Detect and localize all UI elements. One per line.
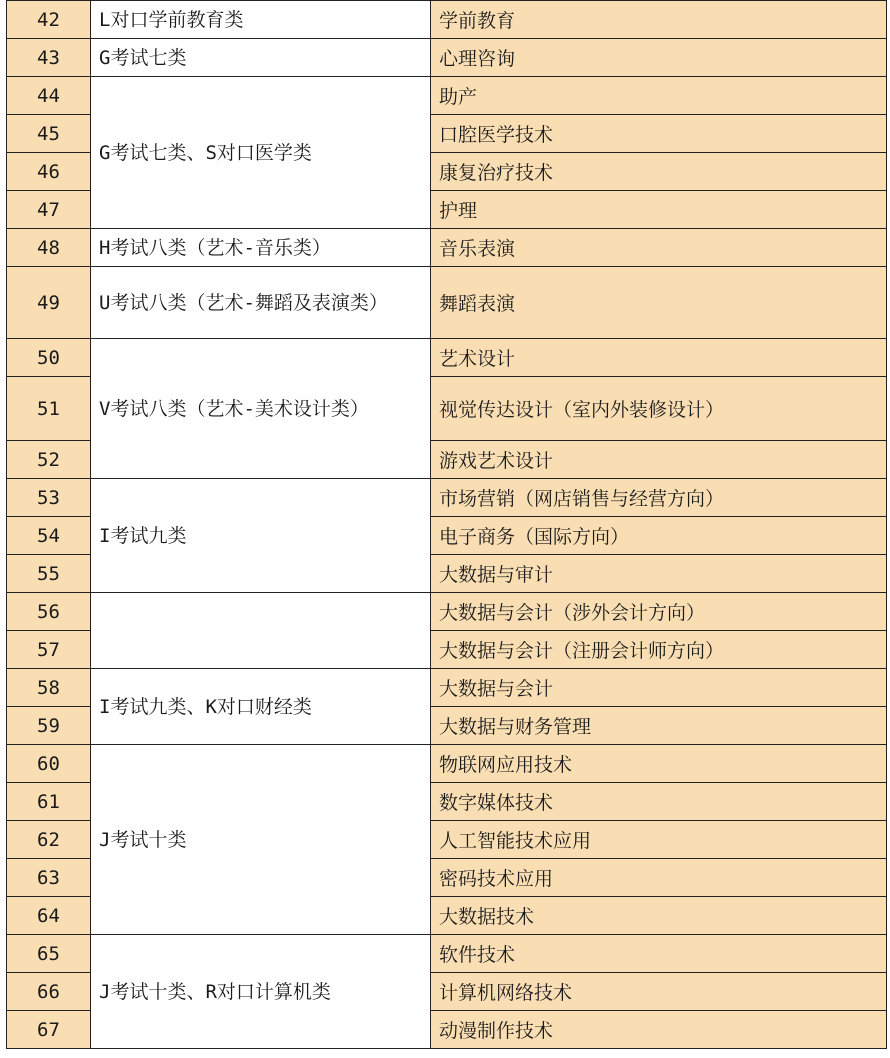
- row-number: 61: [7, 783, 91, 821]
- row-number: 48: [7, 229, 91, 267]
- row-number: 50: [7, 339, 91, 377]
- major-name: 密码技术应用: [431, 859, 887, 897]
- major-name: 大数据技术: [431, 897, 887, 935]
- major-name: 物联网应用技术: [431, 745, 887, 783]
- exam-category: I考试九类、K对口财经类: [91, 669, 431, 745]
- major-name: 数字媒体技术: [431, 783, 887, 821]
- major-name: 人工智能技术应用: [431, 821, 887, 859]
- table-row: [7, 267, 887, 339]
- row-number: 59: [7, 707, 91, 745]
- major-name: 大数据与会计（注册会计师方向）: [431, 631, 887, 669]
- table-row: [7, 669, 887, 707]
- row-number: 43: [7, 39, 91, 77]
- row-number: 65: [7, 935, 91, 973]
- row-number: 63: [7, 859, 91, 897]
- table-row: [7, 593, 887, 631]
- exam-category: H考试八类（艺术-音乐类）: [91, 229, 431, 267]
- major-name: 音乐表演: [431, 229, 887, 267]
- exam-category: G考试七类、S对口医学类: [91, 77, 431, 229]
- row-number: 47: [7, 191, 91, 229]
- row-number: 54: [7, 517, 91, 555]
- major-name: 艺术设计: [431, 339, 887, 377]
- table-row: [7, 1, 887, 39]
- exam-category: I考试九类: [91, 479, 431, 593]
- major-name: 计算机网络技术: [431, 973, 887, 1011]
- row-number: 46: [7, 153, 91, 191]
- major-name: 游戏艺术设计: [431, 441, 887, 479]
- major-name: 大数据与会计（涉外会计方向）: [431, 593, 887, 631]
- row-number: 62: [7, 821, 91, 859]
- table-row: [7, 745, 887, 783]
- major-name: 口腔医学技术: [431, 115, 887, 153]
- row-number: 52: [7, 441, 91, 479]
- row-number: 51: [7, 377, 91, 441]
- table-row: [7, 39, 887, 77]
- major-name: 心理咨询: [431, 39, 887, 77]
- row-number: 58: [7, 669, 91, 707]
- table-row: [7, 77, 887, 115]
- row-number: 64: [7, 897, 91, 935]
- row-number: 45: [7, 115, 91, 153]
- major-name: 动漫制作技术: [431, 1011, 887, 1049]
- major-name: 市场营销（网店销售与经营方向）: [431, 479, 887, 517]
- exam-category: [91, 593, 431, 669]
- row-number: 49: [7, 267, 91, 339]
- row-number: 57: [7, 631, 91, 669]
- exam-category: J考试十类: [91, 745, 431, 935]
- major-name: 大数据与审计: [431, 555, 887, 593]
- exam-category: G考试七类: [91, 39, 431, 77]
- major-name: 大数据与财务管理: [431, 707, 887, 745]
- row-number: 56: [7, 593, 91, 631]
- row-number: 55: [7, 555, 91, 593]
- exam-category: U考试八类（艺术-舞蹈及表演类）: [91, 267, 431, 339]
- row-number: 42: [7, 1, 91, 39]
- major-name: 大数据与会计: [431, 669, 887, 707]
- major-name: 电子商务（国际方向）: [431, 517, 887, 555]
- table-row: [7, 479, 887, 517]
- exam-category: L对口学前教育类: [91, 1, 431, 39]
- major-name: 护理: [431, 191, 887, 229]
- row-number: 60: [7, 745, 91, 783]
- row-number: 66: [7, 973, 91, 1011]
- table-row: [7, 935, 887, 973]
- major-name: 舞蹈表演: [431, 267, 887, 339]
- admission-table: [6, 0, 887, 1049]
- major-name: 软件技术: [431, 935, 887, 973]
- row-number: 44: [7, 77, 91, 115]
- exam-category: V考试八类（艺术-美术设计类）: [91, 339, 431, 479]
- row-number: 67: [7, 1011, 91, 1049]
- table-body: [7, 1, 887, 1049]
- table-row: [7, 229, 887, 267]
- exam-category: J考试十类、R对口计算机类: [91, 935, 431, 1049]
- table-row: [7, 339, 887, 377]
- major-name: 视觉传达设计（室内外装修设计）: [431, 377, 887, 441]
- major-name: 助产: [431, 77, 887, 115]
- major-name: 康复治疗技术: [431, 153, 887, 191]
- major-name: 学前教育: [431, 1, 887, 39]
- row-number: 53: [7, 479, 91, 517]
